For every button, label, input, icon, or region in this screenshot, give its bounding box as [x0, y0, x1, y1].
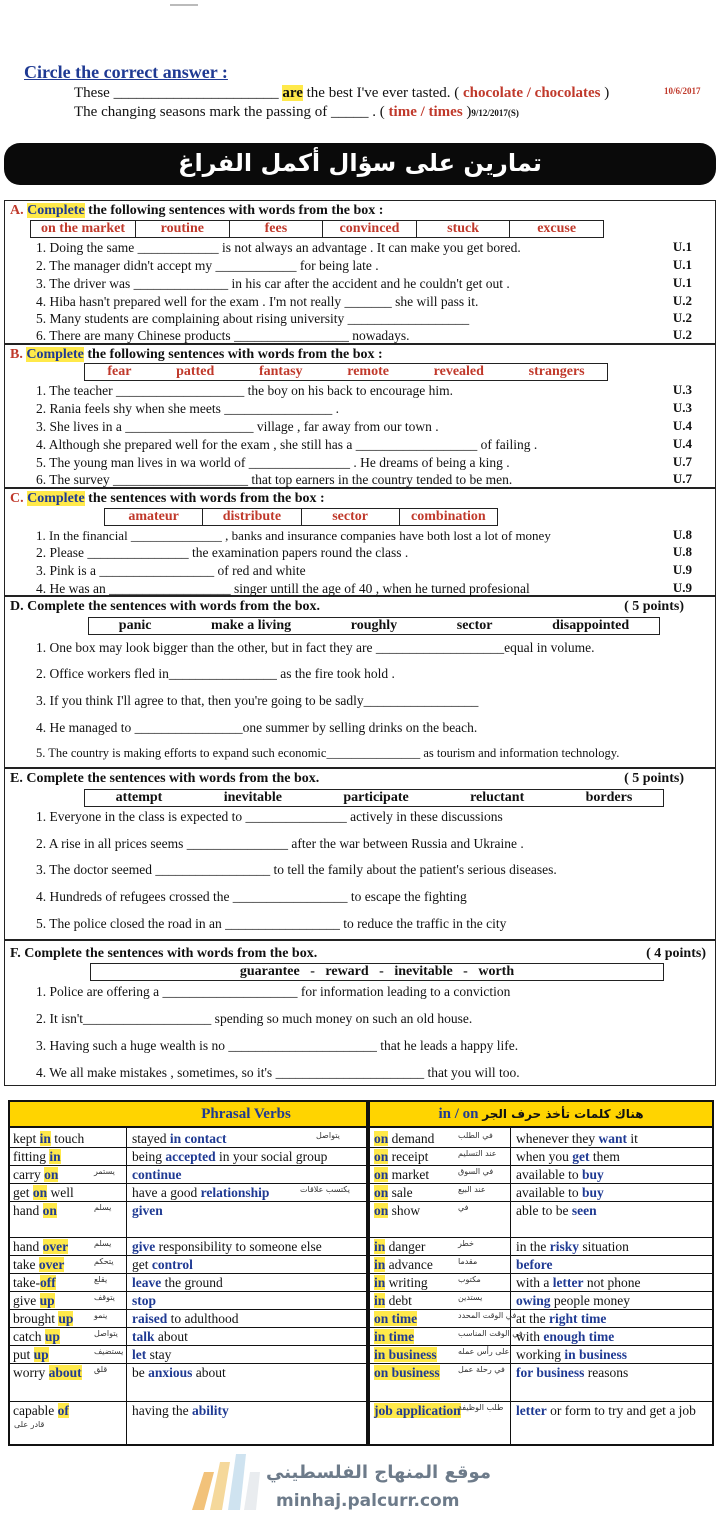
section-d-heading: D. Complete the sentences with words from the box.: [10, 599, 321, 614]
c-unit-4: U.9: [672, 580, 692, 595]
in-on-phrase: in business: [374, 1347, 437, 1362]
b-unit-2: U.3: [672, 400, 692, 415]
d-item-4: 4. He managed to ________________one summer by selling drinks on the beach.: [36, 720, 478, 735]
footer-site-url[interactable]: minhaj.palcurr.com: [276, 1491, 460, 1511]
verb-arabic-gloss: يتوقف: [94, 1293, 115, 1302]
phrasal-verb: kept in touch: [13, 1131, 85, 1146]
a-unit-4: U.2: [672, 293, 692, 308]
in-on-definition: working in business: [516, 1347, 628, 1362]
in-on-definition: with a letter not phone: [516, 1275, 641, 1290]
in-on-arabic-gloss: خطر: [458, 1239, 474, 1248]
phrasal-meaning: get control: [132, 1257, 193, 1272]
in-on-arabic-gloss: في السوق: [458, 1167, 494, 1176]
verb-arabic-gloss: قلق: [94, 1365, 108, 1374]
in-on-definition: whenever they want it: [516, 1131, 638, 1146]
in-on-definition: with enough time: [516, 1329, 615, 1344]
b-item-4: 4. Although she prepared well for the exam , she still has a __________________ of failing .: [36, 437, 538, 452]
footer-logo-icon: [186, 1452, 266, 1512]
e-item-5: 5. The police closed the road in an _________________ to reduce the traffic in the city: [36, 916, 507, 931]
c-unit-1: U.8: [672, 527, 692, 542]
in-on-phrase: on sale: [374, 1185, 413, 1200]
section-c-wordbox: amateur distribute sector combination: [104, 508, 498, 526]
table-row-divider: [10, 1201, 712, 1202]
circle-answer-heading: Circle the correct answer :: [24, 62, 228, 82]
in-on-arabic-gloss: على رأس عمله: [458, 1347, 510, 1356]
table-row-divider: [10, 1273, 712, 1274]
phrasal-verb: take over: [13, 1257, 65, 1272]
table-row-divider: [10, 1291, 712, 1292]
phrasal-meaning: raised to adulthood: [132, 1311, 239, 1326]
verb-arabic-gloss: ينمو: [94, 1311, 108, 1320]
in-on-phrase: in writing: [374, 1275, 428, 1290]
phrasal-verb: fitting in: [13, 1149, 61, 1164]
phrasal-table-header: [10, 1102, 712, 1128]
d-item-3: 3. If you think I'll agree to that, then you're going to be sadly_________________: [36, 693, 479, 708]
verb-arabic-gloss: يقلع: [94, 1275, 108, 1284]
section-b-wordbox: fear patted fantasy remote revealed strangers: [84, 363, 608, 381]
section-f-points: ( 4 points): [646, 946, 706, 961]
table-row-divider: [10, 1147, 712, 1148]
in-on-arabic-gloss: مقدما: [458, 1257, 478, 1266]
f-item-2: 2. It isn't___________________ spending so much money on such an old house.: [36, 1011, 473, 1026]
q1-date: 10/6/2017: [664, 86, 701, 96]
in-on-arabic-gloss: عند البيع: [458, 1185, 486, 1194]
verb-arabic-gloss: يكتسب علاقات: [300, 1185, 350, 1194]
in-on-phrase: on time: [374, 1311, 418, 1326]
in-on-phrase: on market: [374, 1167, 430, 1182]
e-item-3: 3. The doctor seemed _________________ to tell the family about the patient's serious diseases.: [36, 862, 557, 877]
verb-arabic-gloss: يسلم: [94, 1239, 112, 1248]
in-on-phrase: in debt: [374, 1293, 412, 1308]
verb-arabic-gloss: يستمر: [94, 1167, 115, 1176]
b-unit-4: U.4: [672, 436, 692, 451]
phrasal-meaning: have a good relationship: [132, 1185, 270, 1200]
in-on-definition: available to buy: [516, 1185, 604, 1200]
verb-arabic-gloss: يستضيف: [94, 1347, 124, 1356]
section-d-points: ( 5 points): [624, 599, 684, 614]
a-item-2: 2. The manager didn't accept my ____________ for being late .: [36, 258, 379, 273]
phrasal-verb: worry about: [13, 1365, 82, 1380]
phrasal-meaning: stayed in contact: [132, 1131, 227, 1146]
a-item-5: 5. Many students are complaining about rising university __________________: [36, 311, 470, 326]
in-on-arabic-gloss: في: [458, 1203, 469, 1212]
c-unit-2: U.8: [672, 544, 692, 559]
d-item-1: 1. One box may look bigger than the other, but in fact they are ___________________equal in volume.: [36, 640, 595, 655]
verb-arabic-gloss: يتحكم: [94, 1257, 114, 1266]
e-item-2: 2. A rise in all prices seems _______________ after the war between Russia and Ukraine .: [36, 836, 524, 851]
phrasal-verb: hand on: [13, 1203, 57, 1218]
in-on-definition: available to buy: [516, 1167, 604, 1182]
b-unit-5: U.7: [672, 454, 692, 469]
a-item-1: 1. Doing the same ____________ is not always an advantage . It can make you get bored.: [36, 240, 521, 255]
section-a-heading: A. Complete the following sentences with words from the box :: [10, 203, 384, 218]
phrasal-meaning: having the ability: [132, 1403, 229, 1418]
a-unit-5: U.2: [672, 310, 692, 325]
f-item-3: 3. Having such a huge wealth is no ______________________ that he leads a happy life.: [36, 1038, 519, 1053]
in-on-definition: able to be seen: [516, 1203, 597, 1218]
phrasal-verb: take-off: [13, 1275, 56, 1290]
in-on-definition: owing people money: [516, 1293, 630, 1308]
verb-arabic-gloss: قادر على: [14, 1420, 45, 1429]
f-item-1: 1. Police are offering a ____________________ for information leading to a conviction: [36, 984, 511, 999]
in-on-phrase: on show: [374, 1203, 421, 1218]
in-on-phrase: in advance: [374, 1257, 433, 1272]
section-f-heading: F. Complete the sentences with words from the box.: [10, 946, 318, 961]
phrasal-verb: carry on: [13, 1167, 59, 1182]
table-row-divider: [10, 1363, 712, 1364]
in-on-arabic-gloss: في الوقت المناسب: [458, 1329, 523, 1338]
in-on-definition: before: [516, 1257, 553, 1272]
in-on-arabic-gloss: عند التسليم: [458, 1149, 497, 1158]
top-tick-mark: [170, 0, 198, 6]
a-unit-2: U.1: [672, 257, 692, 272]
phrasal-verb: put up: [13, 1347, 49, 1362]
section-c-heading: C. Complete the sentences with words from the box :: [10, 491, 325, 506]
a-item-3: 3. The driver was ______________ in his car after the accident and he couldn't get out .: [36, 276, 510, 291]
phrasal-verbs-title: Phrasal Verbs: [201, 1106, 291, 1122]
phrasal-verbs-table: [8, 1100, 714, 1446]
phrasal-meaning: give responsibility to someone else: [132, 1239, 322, 1254]
in-on-definition: for business reasons: [516, 1365, 629, 1380]
table-row-divider: [10, 1345, 712, 1346]
d-item-2: 2. Office workers fled in________________ as the fire took hold .: [36, 666, 395, 681]
table-row-divider: [10, 1327, 712, 1328]
table-row-divider: [10, 1237, 712, 1238]
c-item-1: 1. In the financial ______________ , banks and insurance companies have both lost a lot of money: [36, 528, 551, 543]
section-d-wordbox: panic make a living roughly sector disappointed: [88, 617, 660, 635]
arabic-banner: تمارين على سؤال أكمل الفراغ: [4, 143, 716, 185]
a-unit-1: U.1: [672, 239, 692, 254]
in-on-definition: letter or form to try and get a job: [516, 1403, 696, 1418]
b-unit-3: U.4: [672, 418, 692, 433]
a-item-6: 6. There are many Chinese products _________________ nowadays.: [36, 328, 410, 343]
e-item-4: 4. Hundreds of refugees crossed the _________________ to escape the fighting: [36, 889, 467, 904]
c-item-2: 2. Please _______________ the examination papers round the class .: [36, 545, 409, 560]
table-row-divider: [10, 1165, 712, 1166]
phrasal-meaning: leave the ground: [132, 1275, 223, 1290]
c-item-3: 3. Pink is a _________________ of red and white: [36, 563, 306, 578]
e-item-1: 1. Everyone in the class is expected to _______________ actively in these discussions: [36, 809, 503, 824]
in-on-arabic-gloss: في الطلب: [458, 1131, 493, 1140]
in-on-phrase: on demand: [374, 1131, 435, 1146]
table-row-divider: [10, 1255, 712, 1256]
phrasal-meaning: be anxious about: [132, 1365, 226, 1380]
f-item-4: 4. We all make mistakes , sometimes, so it's ______________________ that you will too.: [36, 1065, 520, 1080]
in-on-arabic-gloss: في الوقت المحدد: [458, 1311, 517, 1320]
phrasal-meaning: talk about: [132, 1329, 188, 1344]
a-unit-6: U.2: [672, 327, 692, 342]
section-e-heading: E. Complete the sentences with words from the box.: [10, 771, 320, 786]
phrasal-meaning: let stay: [132, 1347, 172, 1362]
section-e-wordbox: attempt inevitable participate reluctant borders: [84, 789, 664, 807]
in-on-phrase: in time: [374, 1329, 415, 1344]
footer-site-arabic: موقع المنهاج الفلسطيني: [266, 1462, 491, 1483]
in-on-definition: at the right time: [516, 1311, 607, 1326]
d-item-5: 5. The country is making efforts to expand such economic_______________ as tourism and information technology.: [36, 746, 620, 760]
in-on-definition: in the risky situation: [516, 1239, 629, 1254]
phrasal-verb: brought up: [13, 1311, 74, 1326]
b-item-3: 3. She lives in a ___________________ village , far away from our town .: [36, 419, 439, 434]
in-on-phrase: in danger: [374, 1239, 426, 1254]
b-item-1: 1. The teacher ___________________ the boy on his back to encourage him.: [36, 383, 454, 398]
in-on-definition: when you get them: [516, 1149, 620, 1164]
phrasal-meaning: stop: [132, 1293, 157, 1308]
table-row-divider: [10, 1309, 712, 1310]
b-item-6: 6. The survey ____________________ that top earners in the country tended to be men.: [36, 472, 513, 487]
b-item-2: 2. Rania feels shy when she meets ________________ .: [36, 401, 339, 416]
phrasal-meaning: continue: [132, 1167, 182, 1182]
verb-arabic-gloss: يسلم: [94, 1203, 112, 1212]
phrasal-verb: give up: [13, 1293, 55, 1308]
table-row-divider: [10, 1401, 712, 1402]
in-on-phrase: on business: [374, 1365, 440, 1380]
a-item-4: 4. Hiba hasn't prepared well for the exam . I'm not really _______ she will pass it.: [36, 294, 479, 309]
in-on-arabic-gloss: يستدين: [458, 1293, 483, 1302]
b-item-5: 5. The young man lives in wa world of _______________ . He dreams of being a king .: [36, 455, 510, 470]
phrasal-verb: catch up: [13, 1329, 60, 1344]
section-e-points: ( 5 points): [624, 771, 684, 786]
in-on-phrase: on receipt: [374, 1149, 429, 1164]
in-on-arabic-gloss: طلب الوظيفة: [458, 1403, 504, 1412]
in-on-arabic-gloss: في رحلة عمل: [458, 1365, 505, 1374]
verb-arabic-gloss: يتواصل: [316, 1131, 340, 1140]
phrasal-verb: capable of: [13, 1403, 69, 1418]
in-on-title: in / on هناك كلمات تأخذ حرف الجر: [438, 1106, 644, 1122]
in-on-arabic-gloss: مكتوب: [458, 1275, 481, 1284]
section-b-heading: B. Complete the following sentences with words from the box :: [10, 347, 383, 362]
b-unit-1: U.3: [672, 382, 692, 397]
phrasal-verb: get on well: [13, 1185, 74, 1200]
section-a-wordbox: on the market routine fees convinced stuck excuse: [30, 220, 604, 238]
circle-q2: The changing seasons mark the passing of _____ . ( time / times )9/12/2017(S): [74, 104, 519, 120]
phrasal-meaning: being accepted in your social group: [132, 1149, 328, 1164]
a-unit-3: U.1: [672, 275, 692, 290]
verb-arabic-gloss: يتواصل: [94, 1329, 118, 1338]
circle-q1: These ______________________ are the best I've ever tasted. ( chocolate / chocolates ): [74, 85, 610, 101]
table-row-divider: [10, 1183, 712, 1184]
in-on-phrase: job application: [374, 1403, 461, 1418]
phrasal-verb: hand over: [13, 1239, 69, 1254]
section-f-wordbox: guarantee - reward - inevitable - worth: [90, 963, 664, 981]
phrasal-meaning: given: [132, 1203, 163, 1218]
b-unit-6: U.7: [672, 471, 692, 486]
c-item-4: 4. He was an __________________ singer untill the age of 40 , when he turned profesional: [36, 581, 530, 596]
c-unit-3: U.9: [672, 562, 692, 577]
